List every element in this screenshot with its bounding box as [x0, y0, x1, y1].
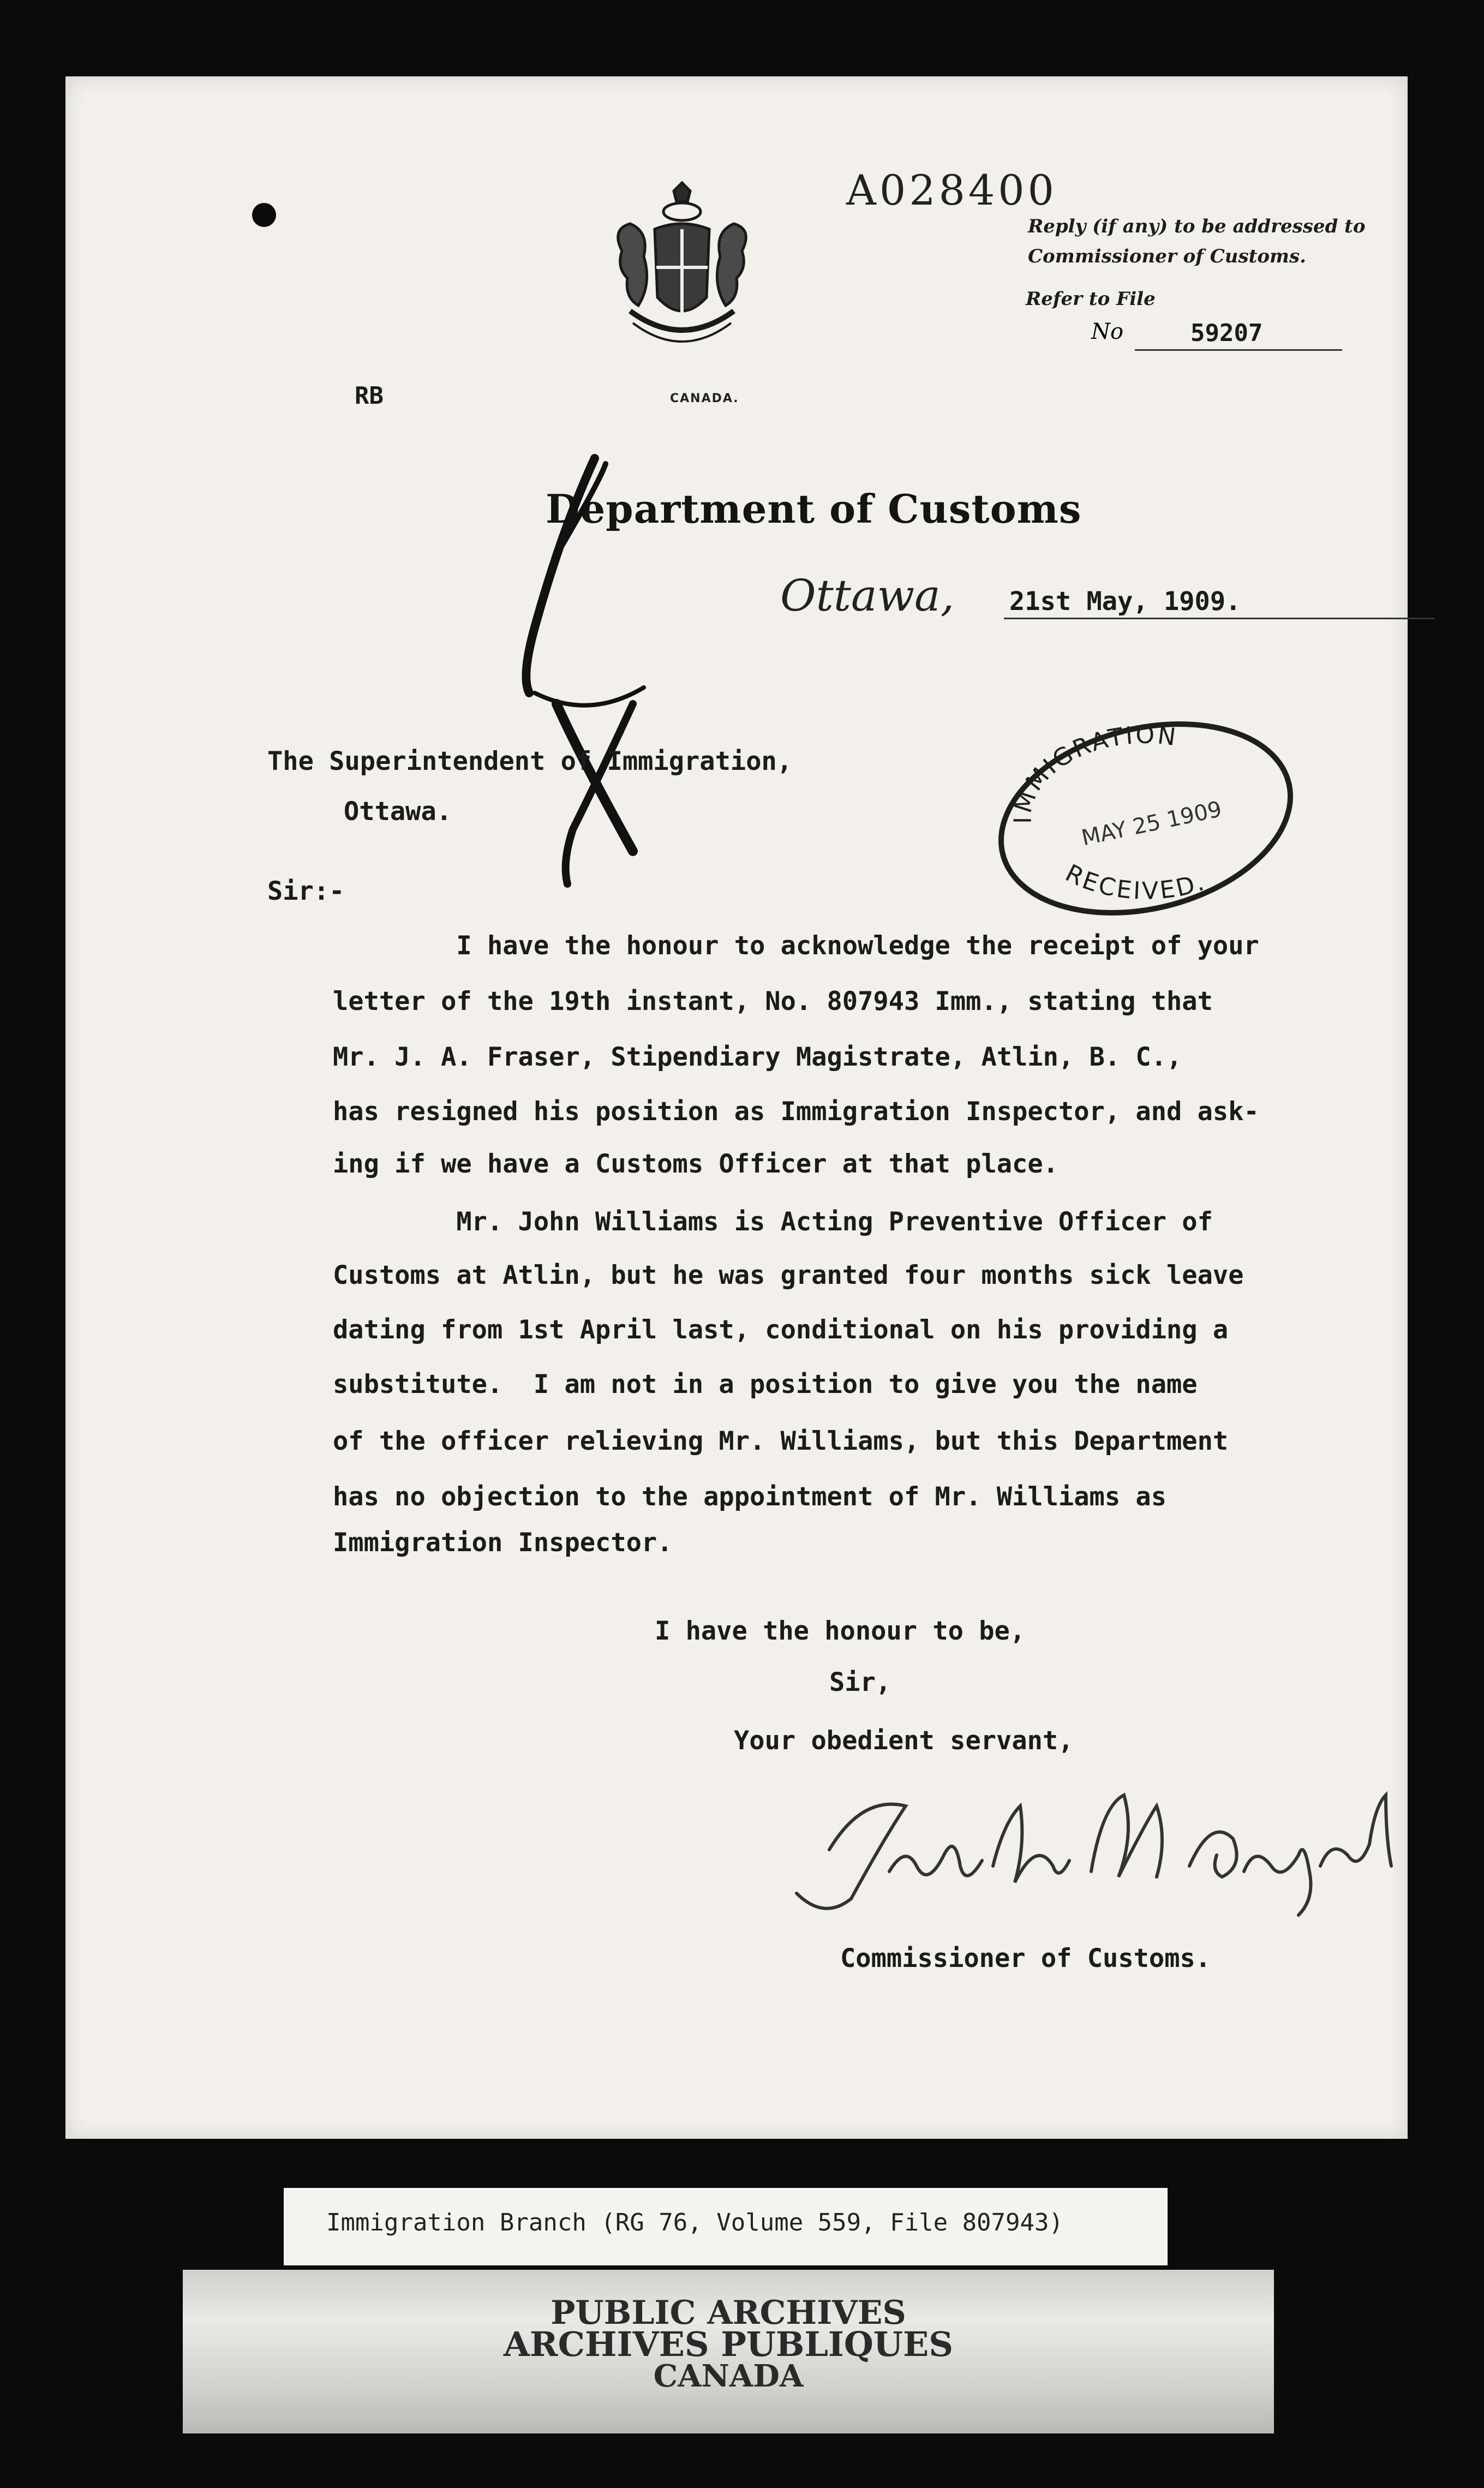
- body-line: dating from 1st April last, conditional on his providing a: [333, 1315, 1229, 1345]
- refer-to-file-label: Refer to File: [1026, 288, 1156, 310]
- archive-line-country: CANADA: [653, 2358, 804, 2394]
- received-stamp: [982, 715, 1309, 922]
- crest-caption: CANADA.: [670, 392, 739, 405]
- file-reference-text: Immigration Branch (RG 76, Volume 559, File 807943): [326, 2209, 1064, 2236]
- body-line: Mr. John Williams is Acting Preventive Officer of: [333, 1207, 1213, 1237]
- pen-annotation-icon: [469, 447, 698, 895]
- closing-salutation: Sir,: [829, 1667, 891, 1697]
- body-line: Customs at Atlin, but he was granted four months sick leave: [333, 1260, 1244, 1290]
- body-line: substitute. I am not in a position to give you the name: [333, 1369, 1198, 1400]
- body-line: of the officer relieving Mr. Williams, but this Department: [333, 1426, 1229, 1456]
- department-title: Department of Customs: [546, 486, 1082, 532]
- punch-hole: [252, 203, 276, 227]
- stamp-bottom-text: RECEIVED.: [1061, 859, 1210, 906]
- recipient-city: Ottawa.: [344, 797, 452, 827]
- archive-line-english: PUBLIC ARCHIVES: [550, 2294, 906, 2332]
- body-line: Immigration Inspector.: [333, 1528, 673, 1558]
- letter-date: 21st May, 1909.: [1009, 587, 1241, 617]
- handwritten-signature: [764, 1773, 1419, 1926]
- archive-stamp: [183, 2294, 1274, 2394]
- stamp-top-text: IMMIGRATION: [1009, 721, 1180, 824]
- stamp-date: MAY 25 1909: [1079, 797, 1224, 851]
- file-number: 59207: [1190, 319, 1263, 347]
- coat-of-arms-icon: [600, 180, 764, 382]
- file-number-underline: [1135, 349, 1342, 351]
- reply-addressee: Commissioner of Customs.: [1028, 246, 1306, 267]
- file-number-label: No: [1091, 319, 1124, 344]
- salutation: Sir:-: [267, 876, 345, 906]
- letter-page: [65, 76, 1408, 2139]
- svg-text:IMMIGRATION: [1009, 721, 1180, 824]
- svg-text:RECEIVED.: [1061, 859, 1210, 906]
- archive-strip: [183, 2270, 1274, 2433]
- document-number: A028400: [846, 166, 1058, 214]
- closing-line: I have the honour to be,: [655, 1616, 1026, 1646]
- body-line: has no objection to the appointment of Mr. Williams as: [333, 1482, 1167, 1512]
- letter-place: Ottawa,: [780, 570, 955, 621]
- file-reference-label: [284, 2188, 1168, 2265]
- body-line: letter of the 19th instant, No. 807943 Imm., stating that: [333, 986, 1213, 1016]
- body-line: has resigned his position as Immigration Inspector, and ask-: [333, 1097, 1259, 1127]
- signatory-title: Commissioner of Customs.: [840, 1943, 1211, 1973]
- recipient-title: The Superintendent of Immigration,: [267, 746, 793, 776]
- body-line: ing if we have a Customs Officer at that place.: [333, 1149, 1058, 1179]
- date-underline: [1004, 618, 1435, 619]
- body-line: I have the honour to acknowledge the receipt of your: [333, 931, 1259, 961]
- archive-line-french: ARCHIVES PUBLIQUES: [503, 2324, 954, 2364]
- reply-instruction: Reply (if any) to be addressed to: [1028, 216, 1366, 237]
- closing-servant: Your obedient servant,: [734, 1726, 1074, 1756]
- body-line: Mr. J. A. Fraser, Stipendiary Magistrate, Atlin, B. C.,: [333, 1042, 1182, 1072]
- typist-initials: RB: [355, 382, 384, 410]
